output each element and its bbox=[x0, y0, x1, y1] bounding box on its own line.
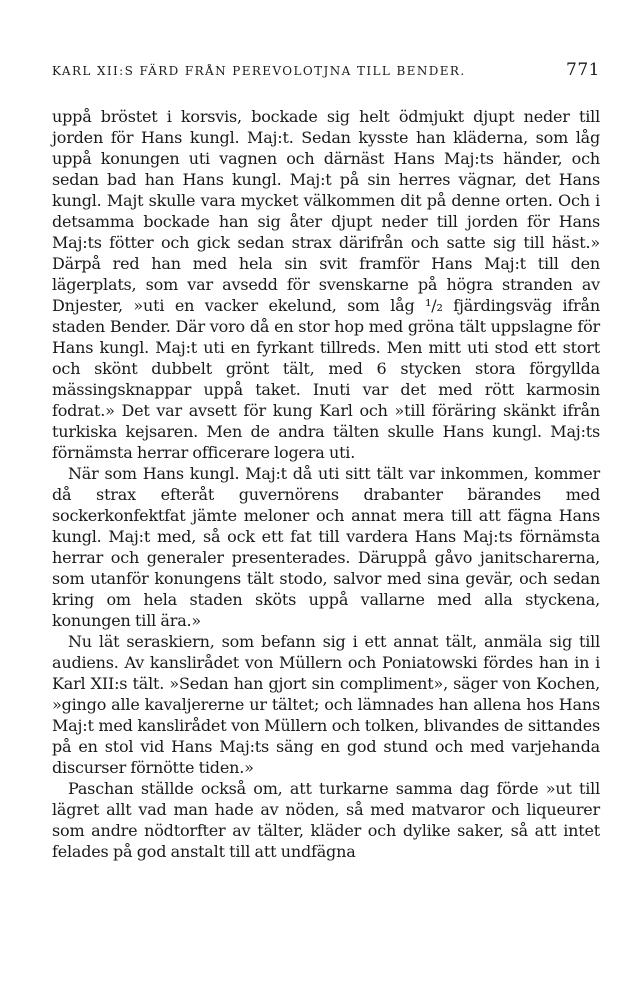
paragraph: Paschan ställde också om, att turkarne samma dag förde »ut till lägret allt vad man hade av nöden, så med matvaror och liqueurer som andre nödtorfter av tälter, kläder och dylike saker, så att intet felades på god anstalt till att undfägna bbox=[52, 779, 600, 861]
body-text bbox=[52, 106, 600, 862]
paragraph: uppå bröstet i korsvis, bockade sig helt ödmjukt djupt neder till jorden för Hans kungl. Maj:t. Sedan kysste han kläderna, som låg uppå konungen uti vagnen och därnäst Hans Maj:ts händer, och sedan bad han Hans kungl. Maj:t på sin herres vägnar, det Hans kungl. Majt skulle vara mycket välkommen dit på denne orten. Och i detsamma bockade han sig åter djupt neder till jorden för Hans Maj:ts fötter och gick sedan strax därifrån och satte sig till häst.» Därpå red han med hela sin svit framför Hans Maj:t till den lägerplats, som var avsedd för svenskarne på högra stranden av Dnjester, »uti en vacker ekelund, som låg ¹/₂ fjärdingsväg ifrån staden Bender. Där voro då en stor hop med gröna tält uppslagne för Hans kungl. Maj:t uti en fyrkant tillreds. Men mitt uti stod ett stort och skönt dubbelt grönt tält, med 6 stycken stora förgyllda mässingsknappar uppå taket. Inuti var det med rött karmosin fodrat.» Det var avsett för kung Karl och »till föräring skänkt ifrån turkiska kejsaren. Men de andra tälten skulle Hans kungl. Maj:ts förnämsta herrar officerare logera uti. bbox=[52, 107, 600, 462]
paragraph: Nu lät seraskiern, som befann sig i ett annat tält, anmäla sig till audiens. Av kanslirådet von Müllern och Poniatowski fördes han in i Karl XII:s tält. »Sedan han gjort sin compliment», säger von Kochen, »gingo alle kavaljererne ur tältet; och lämnades han allena hos Hans Maj:t med kanslirådet von Müllern och tolken, blivandes de sittandes på en stol vid Hans Maj:ts säng en god stund och med varjehanda discurser förnötte tiden.» bbox=[52, 632, 600, 777]
running-title: KARL XII:S FÄRD FRÅN PEREVOLOTJNA TILL BENDER. bbox=[52, 64, 466, 78]
running-header bbox=[52, 60, 600, 88]
paragraph: När som Hans kungl. Maj:t då uti sitt tält var inkommen, kommer då strax efteråt guvernörens drabanter bärandes med sockerkonfektfat jämte meloner och annat mera till att fägna Hans kungl. Maj:t med, så ock ett fat till vardera Hans Maj:ts förnämsta herrar och generaler presenterades. Däruppå gåvo janitscharerna, som utanför konungens tält stodo, salvor med sina gevär, och sedan kring om hela staden sköts uppå vallarne med alla styckena, konungen till ära.» bbox=[52, 464, 600, 630]
page-number: 771 bbox=[566, 60, 600, 80]
